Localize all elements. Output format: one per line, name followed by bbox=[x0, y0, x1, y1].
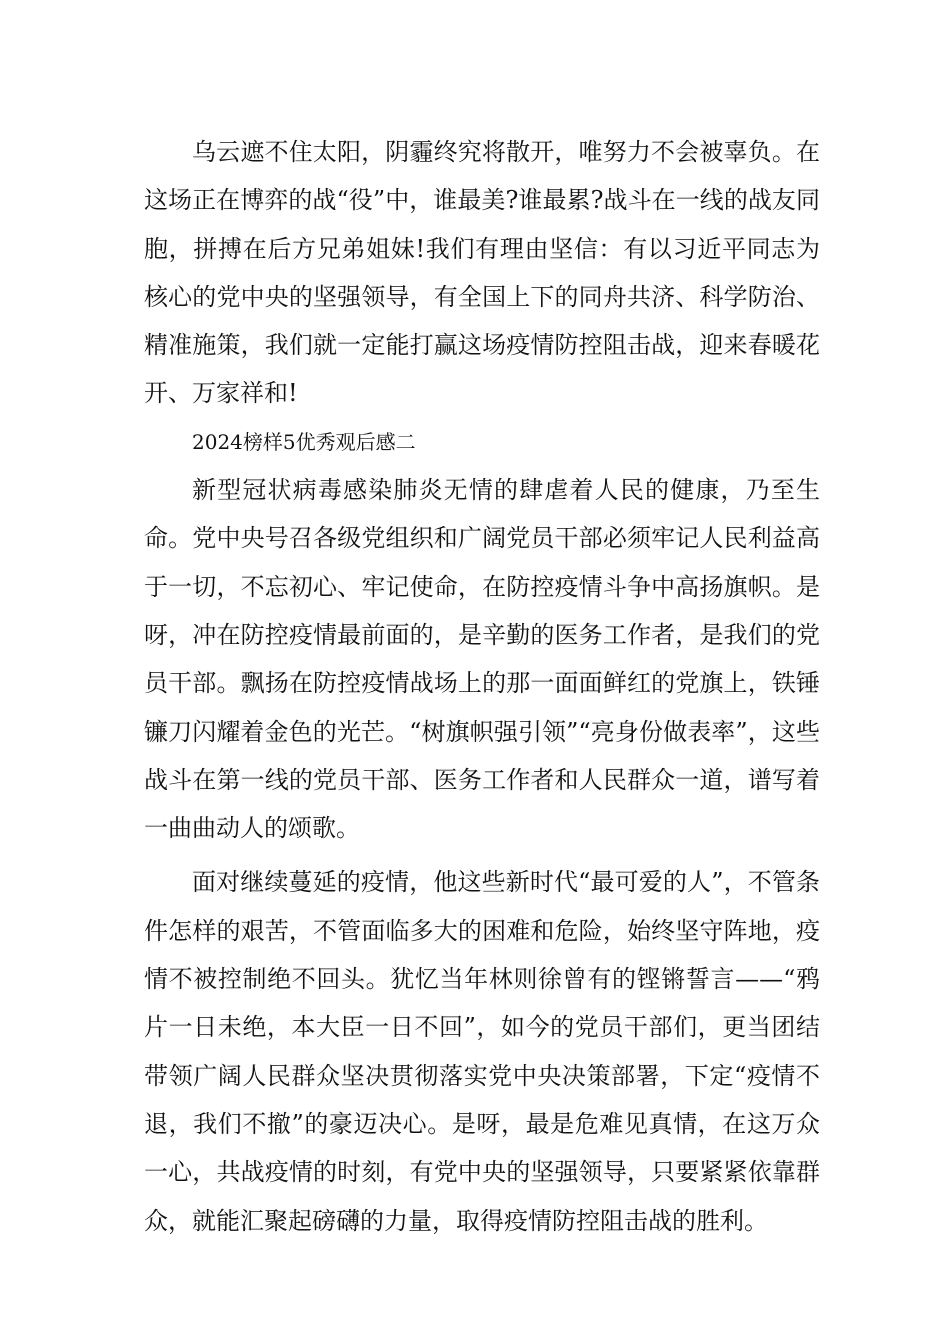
paragraph-3: 面对继续蔓延的疫情，他这些新时代“最可爱的人”，不管条件怎样的艰苦，不管面临多大的困难和危险，始终坚守阵地，疫情不被控制绝不回头。犹忆当年林则徐曾有的铿锵誓言——“鸦片一日未绝，本大臣一日不回”，如今的党员干部们，更当团结带领广阔人民群众坚决贯彻落实党中央决策部署，下定“疫情不退，我们不撤”的豪迈决心。是呀，最是危难见真情，在这万众一心，共战疫情的时刻，有党中央的坚强领导，只要紧紧依靠群众，就能汇聚起磅礴的力量，取得疫情防控阻击战的胜利。 bbox=[144, 868, 820, 1235]
section-heading: 2024榜样5优秀观后感二 bbox=[192, 429, 416, 454]
paragraph-2: 新型冠状病毒感染肺炎无情的肆虐着人民的健康，乃至生命。党中央号召各级党组织和广阔党员干部必须牢记人民利益高于一切，不忘初心、牢记使命，在防控疫情斗争中高扬旗帜。是呀，冲在防控疫情最前面的，是辛勤的医务工作者，是我们的党员干部。飘扬在防控疫情战场上的那一面面鲜红的党旗上，铁锤镰刀闪耀着金色的光芒。“树旗帜强引领”“亮身份做表率”，这些战斗在第一线的党员干部、医务工作者和人民群众一道，谱写着一曲曲动人的颂歌。 bbox=[144, 476, 820, 843]
paragraph-1: 乌云遮不住太阳，阴霾终究将散开，唯努力不会被辜负。在这场正在博弈的战“役”中，谁最美?谁最累?战斗在一线的战友同胞，拼搏在后方兄弟姐妹!我们有理由坚信：有以习近平同志为核心的党中央的坚强领导，有全国上下的同舟共济、科学防治、精准施策，我们就一定能打赢这场疫情防控阻击战，迎来春暖花开、万家祥和! bbox=[144, 138, 820, 408]
document-body bbox=[144, 128, 820, 1245]
